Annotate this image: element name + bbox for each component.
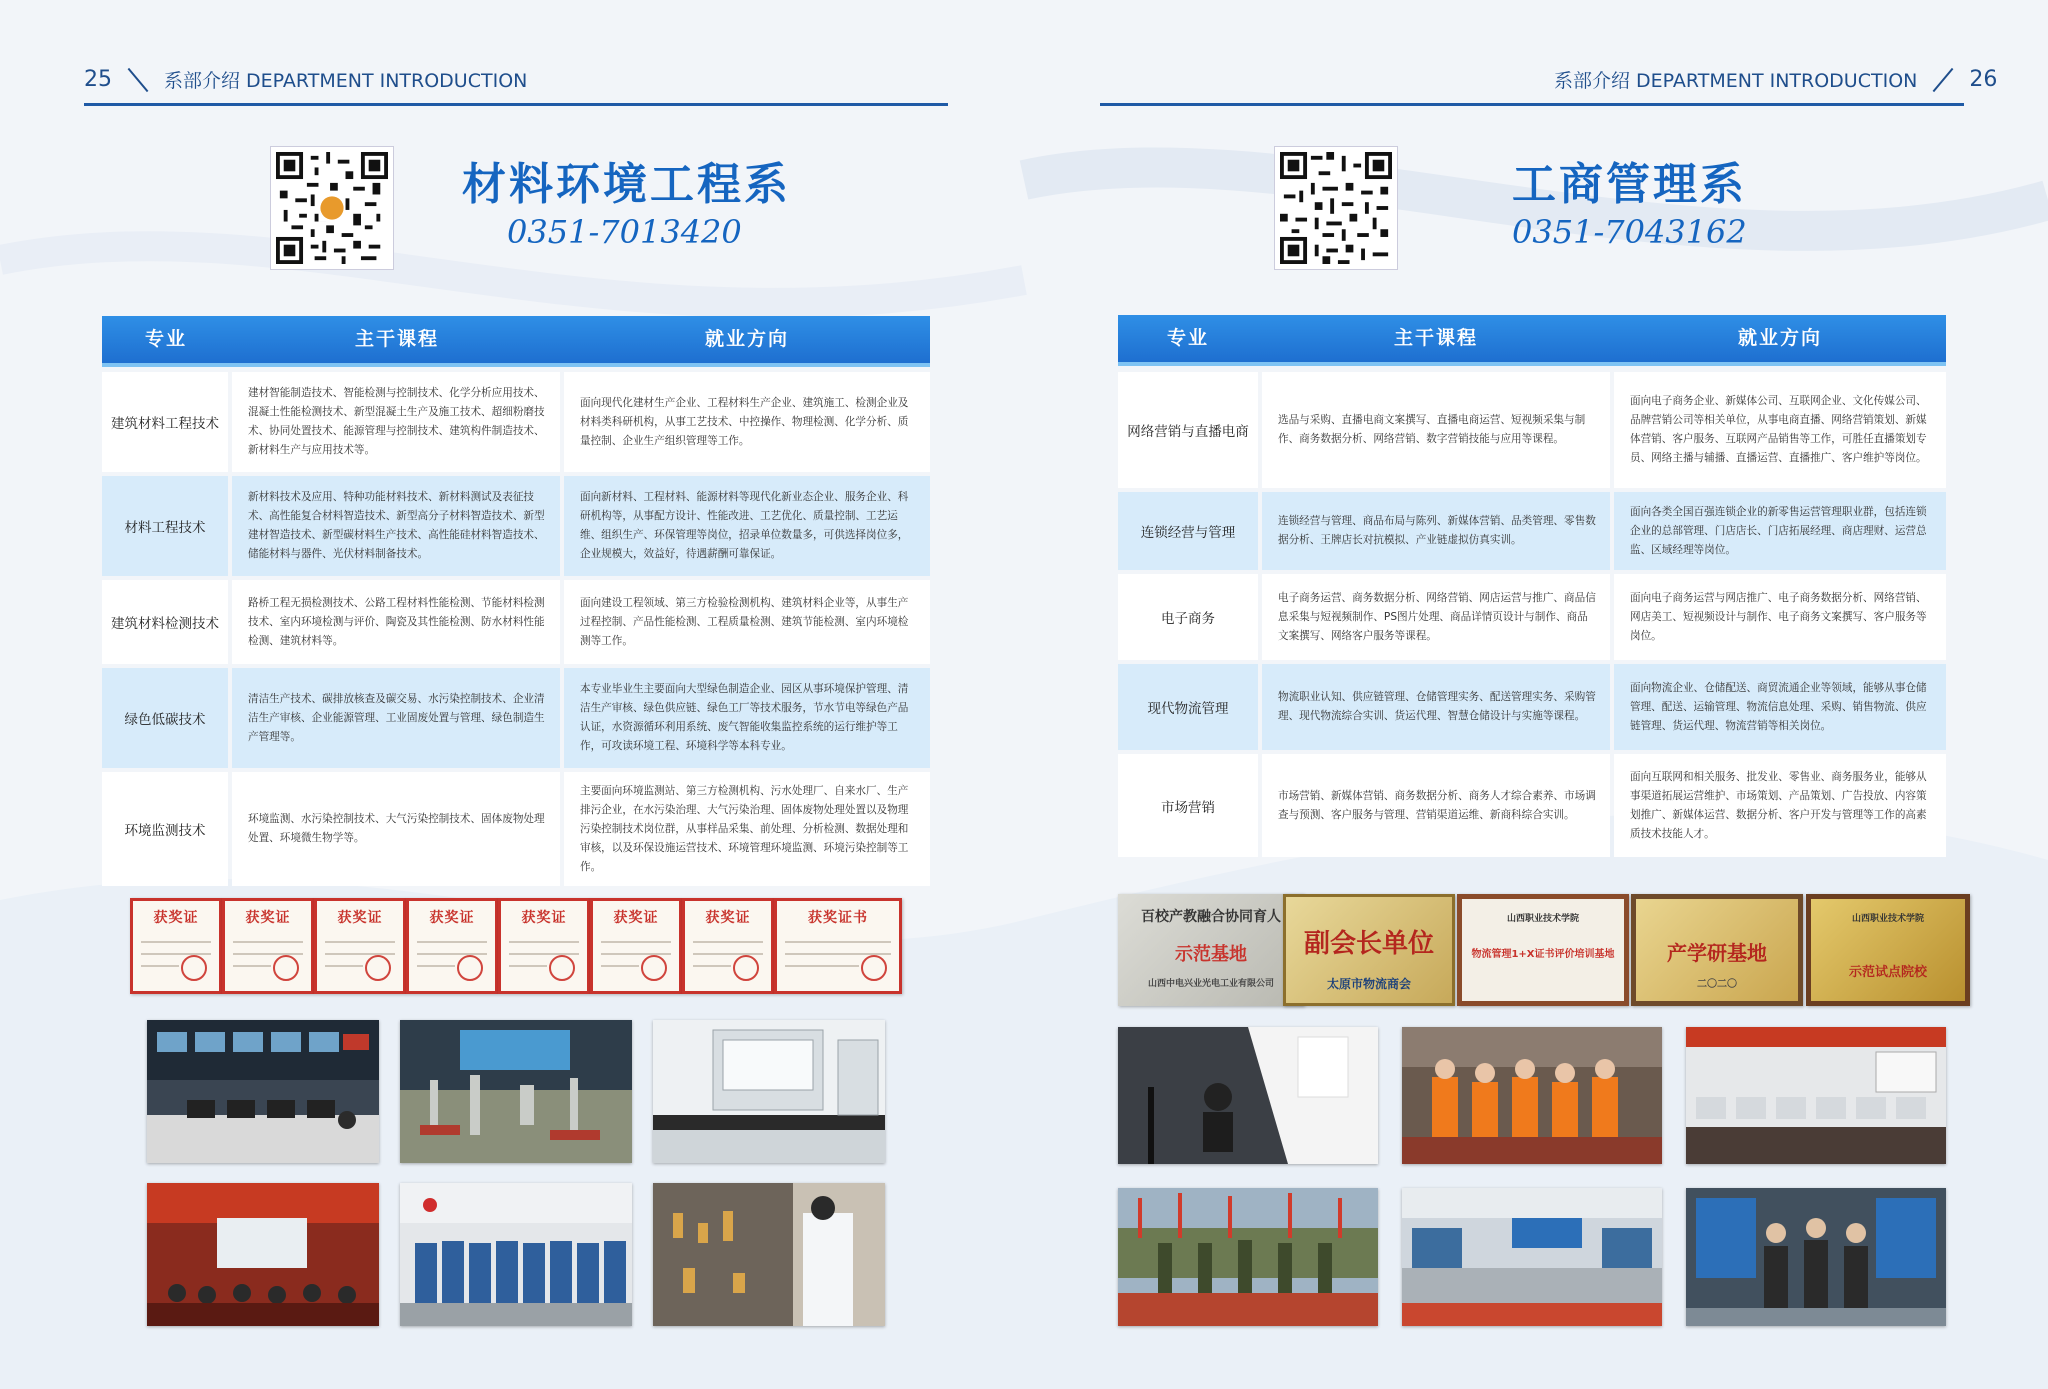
award-certificate xyxy=(590,898,682,994)
running-head-left xyxy=(84,66,527,93)
curriculum-table xyxy=(1118,315,1946,857)
factory-model-photo xyxy=(400,1020,632,1163)
major-name: 建筑材料工程技术 xyxy=(102,372,228,472)
plaque-demo-base xyxy=(1118,894,1304,1006)
major-careers: 面向物流企业、仓储配送、商贸流通企业等领域，能够从事仓储管理、配送、运输管理、物流信息处理、采购、销售物流、供应链管理、货运代理、物流营销等相关岗位。 xyxy=(1614,664,1946,750)
page-number: 25 xyxy=(84,67,112,92)
major-courses: 清洁生产技术、碳排放核查及碳交易、水污染控制技术、企业清洁生产审核、企业能源管理、工业固废处置与管理、绿色制造生产管理等。 xyxy=(232,668,560,768)
major-careers: 面向现代化建材生产企业、工程材料生产企业、建筑施工、检测企业及材料类科研机构，从事工艺技术、中控操作、物理检测、化学分析、质量控制、企业生产组织管理等工作。 xyxy=(564,372,930,472)
award-certificate xyxy=(314,898,406,994)
plaque-research-base xyxy=(1631,894,1803,1006)
major-careers: 面向互联网和相关服务、批发业、零售业、商务服务业，能够从事渠道拓展运营维护、市场策划、产品策划、广告投放、内容策划推广、新媒体运营、数据分析、客户开发与管理等工作的高素质技术技能人才。 xyxy=(1614,754,1946,857)
award-certificate xyxy=(774,898,902,994)
table-row xyxy=(102,668,930,768)
plaque-title: 副会长单位 xyxy=(1303,929,1434,959)
plaque-vice-president xyxy=(1283,894,1455,1006)
major-name: 环境监测技术 xyxy=(102,772,228,886)
award-certificates xyxy=(130,898,902,998)
award-certificate xyxy=(406,898,498,994)
major-name: 现代物流管理 xyxy=(1118,664,1258,750)
plaque-training-base xyxy=(1457,894,1629,1006)
slash-divider xyxy=(126,68,150,92)
major-name: 建筑材料检测技术 xyxy=(102,580,228,664)
department-title: 工商管理系 xyxy=(1512,159,1747,210)
award-certificate xyxy=(130,898,222,994)
table-header xyxy=(102,316,930,367)
plaque-title: 产学研基地 xyxy=(1667,941,1767,965)
major-courses: 新材料技术及应用、特种功能材料技术、新材料测试及表征技术、高性能复合材料智造技术、新型高分子材料智造技术、新型建材智造技术、新型碳材料生产技术、高性能硅材料智造技术、储能材料与器件、光伏材料制备技术。 xyxy=(232,476,560,576)
plaque-org: 二〇二〇 xyxy=(1697,979,1737,990)
page-number: 26 xyxy=(1969,67,1998,92)
team-group-photo xyxy=(1402,1027,1662,1164)
table-row xyxy=(1118,372,1946,488)
major-name: 市场营销 xyxy=(1118,754,1258,857)
warehouse-training-photo xyxy=(1402,1188,1662,1326)
lab-experiment-photo xyxy=(653,1183,885,1326)
header-rule xyxy=(1100,103,1964,106)
plaque-title: 示范试点院校 xyxy=(1848,965,1927,980)
certificate-title: 获奖证 xyxy=(245,910,291,926)
plaque-title: 物流管理1+X证书评价培训基地 xyxy=(1471,949,1615,960)
certificate-title: 获奖证 xyxy=(613,910,659,926)
certificate-title: 获奖证书 xyxy=(808,910,868,926)
major-courses: 选品与采购、直播电商文案撰写、直播电商运营、短视频采集与制作、商务数据分析、网络营销、数字营销技能与应用等课程。 xyxy=(1262,372,1610,488)
certificate-title: 获奖证 xyxy=(521,910,567,926)
right-page xyxy=(1024,0,2048,1389)
table-row xyxy=(1118,664,1946,750)
table-row xyxy=(102,476,930,576)
running-head-text: 系部介绍 DEPARTMENT INTRODUCTION xyxy=(164,70,528,92)
qr-code xyxy=(1274,146,1398,270)
major-name: 电子商务 xyxy=(1118,574,1258,660)
major-courses: 环境监测、水污染控制技术、大气污染控制技术、固体废物处理处置、环境微生物学等。 xyxy=(232,772,560,886)
plaque-subtitle: 山西职业技术学院 xyxy=(1851,914,1924,924)
plaque-title: 示范基地 xyxy=(1175,944,1247,965)
major-name: 连锁经营与管理 xyxy=(1118,492,1258,570)
major-courses: 电子商务运营、商务数据分析、网络营销、网店运营与推广、商品信息采集与短视频制作、PS图片处理、商品详情页设计与制作、商品文案撰写、网络客户服务等课程。 xyxy=(1262,574,1610,660)
certificate-title: 获奖证 xyxy=(153,910,199,926)
plaque-org: 太原市物流商会 xyxy=(1326,977,1411,991)
major-courses: 物流职业认知、供应链管理、仓储管理实务、配送管理实务、采购管理、现代物流综合实训、货运代理、智慧仓储设计与实施等课程。 xyxy=(1262,664,1610,750)
computer-lab-photo xyxy=(1686,1027,1946,1164)
slash-divider xyxy=(1931,68,1955,92)
major-courses: 建材智能制造技术、智能检测与控制技术、化学分析应用技术、混凝土性能检测技术、新型混凝土生产及施工技术、超细粉磨技术、协同处置技术、能源管理与控制技术、建筑构件制造技术、新材料生产与应用技术等。 xyxy=(232,372,560,472)
plaque-subtitle: 山西职业技术学院 xyxy=(1506,914,1579,924)
table-row xyxy=(1118,754,1946,857)
certificate-title: 获奖证 xyxy=(705,910,751,926)
meeting-hall-photo xyxy=(147,1183,379,1326)
qr-code-graphic xyxy=(276,152,388,264)
lab-fume-hood-photo xyxy=(653,1020,885,1163)
table-row xyxy=(1118,492,1946,570)
header-rule xyxy=(84,103,948,106)
award-certificate xyxy=(222,898,314,994)
table-row xyxy=(1118,574,1946,660)
major-name: 材料工程技术 xyxy=(102,476,228,576)
header-major: 专业 xyxy=(1166,327,1209,349)
major-careers: 本专业毕业生主要面向大型绿色制造企业、园区从事环境保护管理、清洁生产审核、绿色供应链、绿色工厂等技术服务，节水节电等绿色产品认证，水资源循环利用系统、废气智能收集监控系统的运行维护等工作，可攻读环境工程、环境科学等本科专业。 xyxy=(564,668,930,768)
table-header xyxy=(1118,315,1946,366)
award-certificate xyxy=(498,898,590,994)
running-head-right xyxy=(1554,66,1997,93)
certificate-title: 获奖证 xyxy=(429,910,475,926)
major-careers: 面向电子商务运营与网店推广、电子商务数据分析、网络营销、网店美工、短视频设计与制作、电子商务文案撰写、客户服务等岗位。 xyxy=(1614,574,1946,660)
curriculum-table xyxy=(102,316,930,886)
award-certificate xyxy=(682,898,774,994)
military-training-photo xyxy=(1118,1188,1378,1326)
header-courses: 主干课程 xyxy=(354,328,439,350)
major-courses: 市场营销、新媒体营销、商务数据分析、商务人才综合素养、市场调查与预测、客户服务与管理、营销渠道运维、新商科综合实训。 xyxy=(1262,754,1610,857)
header-courses: 主干课程 xyxy=(1393,327,1478,349)
logistics-practice-photo xyxy=(1686,1188,1946,1326)
major-courses: 连锁经营与管理、商品布局与陈列、新媒体营销、品类管理、零售数据分析、王牌店长对抗模拟、产业链虚拟仿真实训。 xyxy=(1262,492,1610,570)
header-major: 专业 xyxy=(144,328,187,350)
running-head-text: 系部介绍 DEPARTMENT INTRODUCTION xyxy=(1554,70,1918,92)
plaque-pilot-school xyxy=(1806,894,1970,1006)
major-name: 网络营销与直播电商 xyxy=(1118,372,1258,488)
certificate-title: 获奖证 xyxy=(337,910,383,926)
control-room-photo xyxy=(147,1020,379,1163)
department-phone: 0351-7043162 xyxy=(1512,213,1747,251)
major-careers: 面向各类全国百强连锁企业的新零售运营管理职业群，包括连锁企业的总部管理、门店店长、门店拓展经理、商店理财、运营总监、区域经理等岗位。 xyxy=(1614,492,1946,570)
header-careers: 就业方向 xyxy=(1737,327,1822,349)
major-courses: 路桥工程无损检测技术、公路工程材料性能检测、节能材料检测技术、室内环境检测与评价、陶瓷及其性能检测、防水材料性能检测、建筑材料等。 xyxy=(232,580,560,664)
department-phone: 0351-7013420 xyxy=(507,213,742,251)
major-careers: 主要面向环境监测站、第三方检测机构、污水处理厂、自来水厂、生产排污企业，在水污染治理、大气污染治理、固体废物处理处置以及物理污染控制技术岗位群，从事样品采集、前处理、分析检测、数据处理和审核，以及环保设施运营技术、环境管理环境监测、环境污染控制等工作。 xyxy=(564,772,930,886)
department-title: 材料环境工程系 xyxy=(462,159,791,210)
table-row xyxy=(102,772,930,886)
header-careers: 就业方向 xyxy=(704,328,789,350)
plaque-org: 山西中电兴业光电工业有限公司 xyxy=(1147,979,1274,989)
plaque-subtitle: 百校产教融合协同育人 xyxy=(1141,909,1281,925)
major-careers: 面向建设工程领域、第三方检验检测机构、建筑材料企业等，从事生产过程控制、产品性能检测、工程质量检测、建筑节能检测、室内环境检测等工作。 xyxy=(564,580,930,664)
qr-code xyxy=(270,146,394,270)
table-row xyxy=(102,372,930,472)
table-row xyxy=(102,580,930,664)
major-careers: 面向新材料、工程材料、能源材料等现代化新业态企业、服务企业、科研机构等，从事配方设计、性能改进、工艺优化、质量控制、工艺运维、组织生产、环保管理等岗位，招录单位数量多，可供选择岗位多，企业规模大，效益好，待遇薪酬可靠保证。 xyxy=(564,476,930,576)
major-careers: 面向电子商务企业、新媒体公司、互联网企业、文化传媒公司、品牌营销公司等相关单位，从事电商直播、网络营销策划、新媒体营销、客户服务、互联网产品销售等工作，可胜任直播策划专员、网络主播与辅播、直播运营、直播推广、客户维护等岗位。 xyxy=(1614,372,1946,488)
students-group-photo xyxy=(400,1183,632,1326)
photography-studio-photo xyxy=(1118,1027,1378,1164)
major-name: 绿色低碳技术 xyxy=(102,668,228,768)
qr-code-graphic xyxy=(1280,152,1392,264)
